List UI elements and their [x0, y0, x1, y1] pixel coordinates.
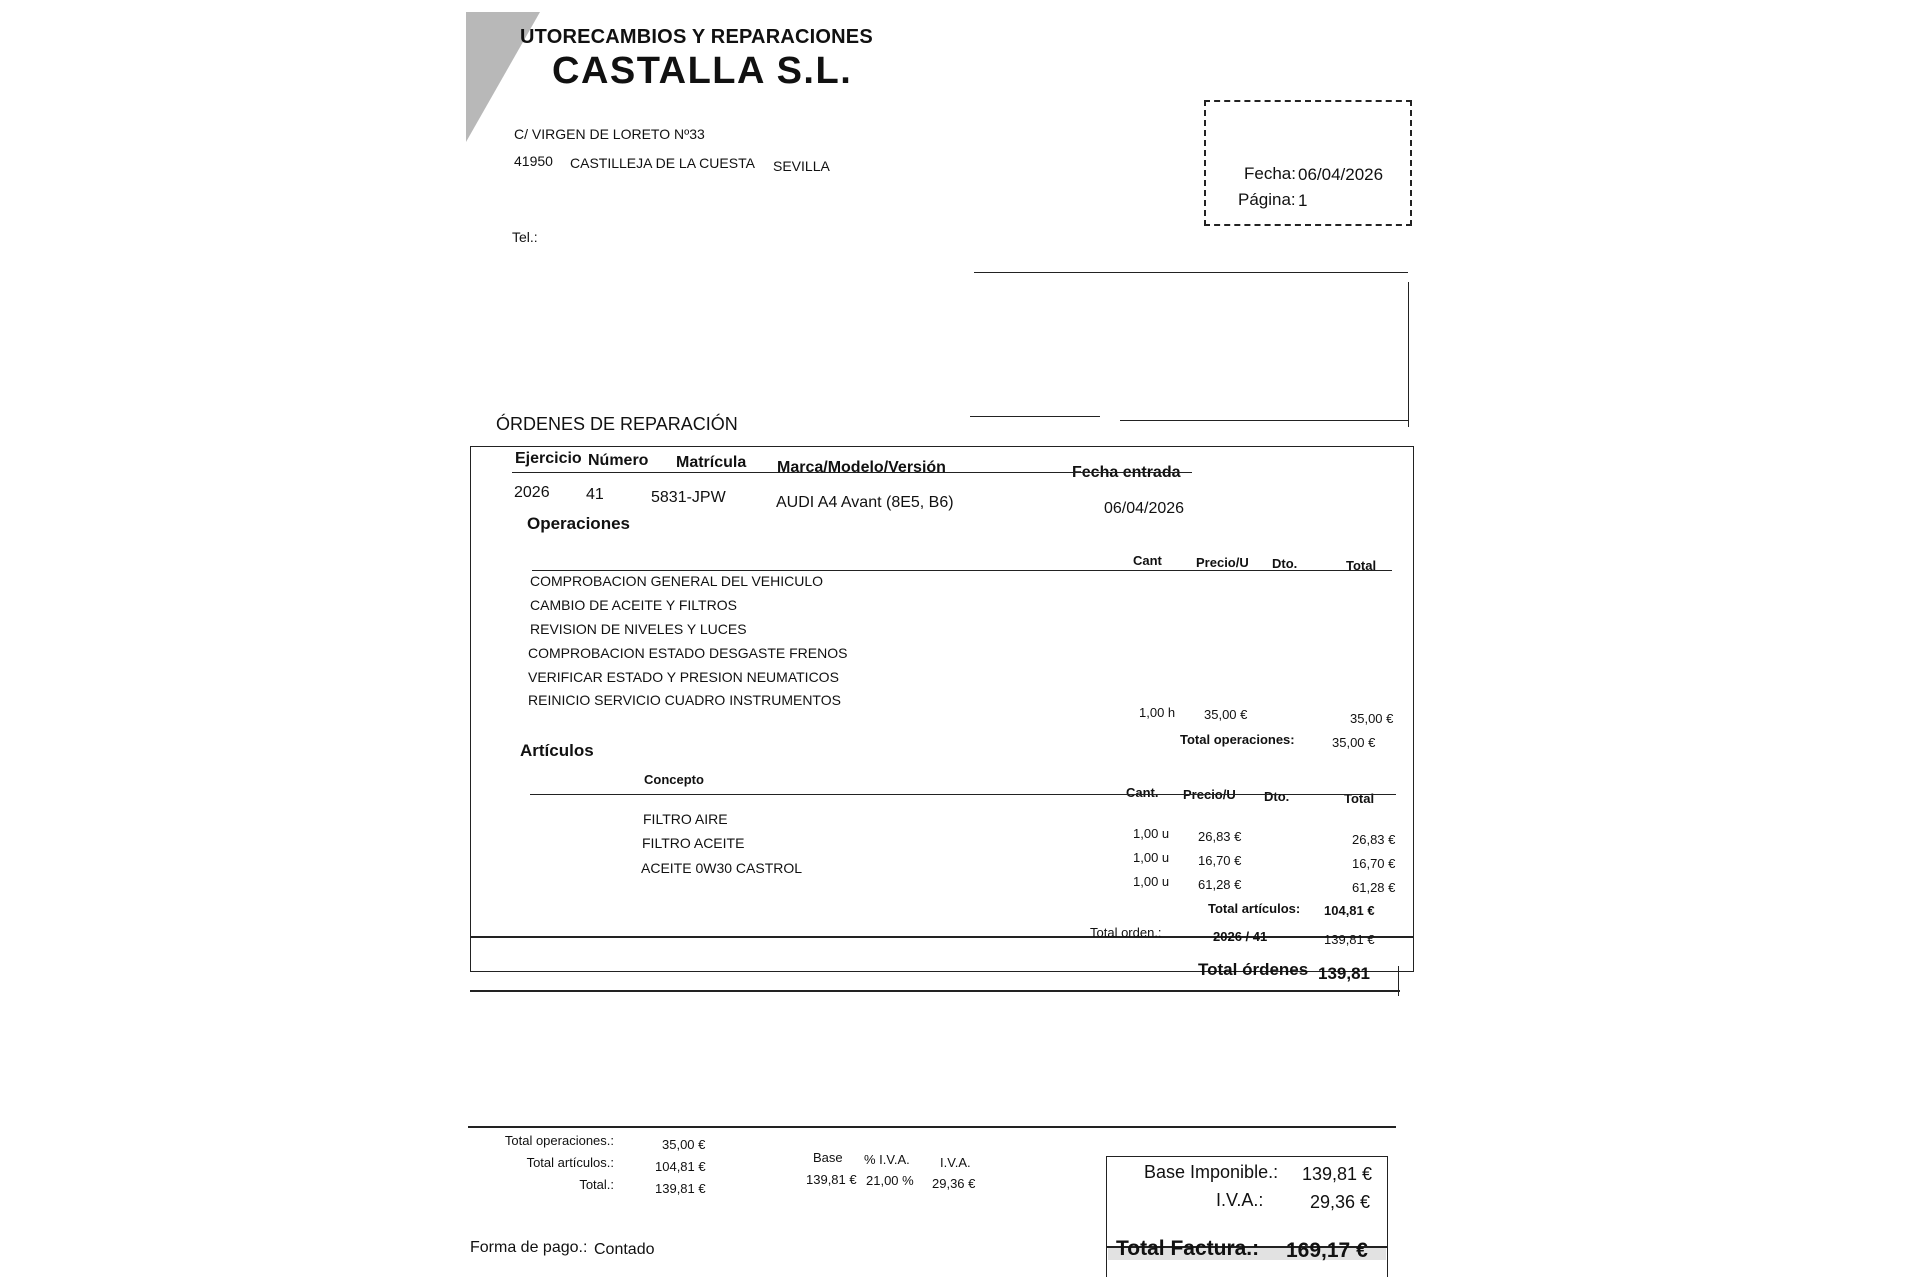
- orders-box-divider: [470, 936, 1414, 938]
- ops-col-disc: Dto.: [1272, 556, 1298, 571]
- tax-base-value: 139,81 €: [806, 1172, 857, 1187]
- date-value: 06/04/2026: [1298, 165, 1384, 184]
- footer-divider: [468, 1126, 1396, 1128]
- ops-col-price: Precio/U: [1196, 555, 1249, 570]
- article-qty: 1,00 u: [1133, 874, 1170, 889]
- orders-total-line: [470, 990, 1400, 992]
- client-box-top: [974, 272, 1408, 273]
- article-price: 26,83 €: [1198, 829, 1242, 844]
- invoice-total-value: 169,17 €: [1286, 1239, 1368, 1262]
- date-label: Fecha:: [1244, 164, 1296, 183]
- client-box-bottom-right: [1120, 420, 1408, 421]
- ops-total-value: 35,00 €: [1332, 735, 1376, 750]
- iva-label: I.V.A.:: [1216, 1190, 1264, 1210]
- tax-iva-header: I.V.A.: [940, 1155, 971, 1170]
- date-page-box: [1204, 100, 1412, 226]
- company-tel-label: Tel.:: [512, 229, 538, 245]
- orders-title: ÓRDENES DE REPARACIÓN: [496, 414, 738, 434]
- operation-item: COMPROBACION ESTADO DESGASTE FRENOS: [528, 645, 848, 661]
- operation-item: CAMBIO DE ACEITE Y FILTROS: [530, 597, 737, 613]
- article-total: 61,28 €: [1352, 880, 1396, 895]
- article-concept: FILTRO AIRE: [643, 811, 728, 827]
- page-value: 1: [1298, 191, 1308, 210]
- summary-art-label: Total artículos.:: [526, 1155, 614, 1170]
- operation-item: VERIFICAR ESTADO Y PRESION NEUMATICOS: [528, 669, 839, 685]
- article-total: 26,83 €: [1352, 832, 1396, 847]
- ops-line-total: 35,00 €: [1350, 711, 1394, 726]
- summary-total-value: 139,81 €: [655, 1181, 706, 1196]
- col-header-model: Marca/Modelo/Versión: [777, 459, 946, 476]
- orders-total-value: 139,81: [1318, 964, 1370, 983]
- ops-col-total: Total: [1346, 558, 1377, 573]
- articles-title: Artículos: [520, 741, 594, 760]
- col-header-year: Ejercicio: [515, 450, 582, 467]
- summary-art-value: 104,81 €: [655, 1159, 706, 1174]
- ops-total-label: Total operaciones:: [1180, 732, 1295, 747]
- tax-iva-value: 29,36 €: [932, 1176, 976, 1191]
- order-plate: 5831-JPW: [651, 489, 726, 506]
- article-concept: FILTRO ACEITE: [642, 835, 745, 851]
- base-imponible-value: 139,81 €: [1302, 1164, 1373, 1184]
- tax-pct-header: % I.V.A.: [864, 1152, 910, 1167]
- art-col-total: Total: [1344, 791, 1375, 806]
- order-model: AUDI A4 Avant (8E5, B6): [776, 494, 954, 511]
- art-header-line: [530, 794, 1396, 795]
- operation-item: COMPROBACION GENERAL DEL VEHICULO: [530, 573, 824, 589]
- article-total: 16,70 €: [1352, 856, 1396, 871]
- col-header-entry: Fecha entrada: [1072, 464, 1181, 481]
- article-qty: 1,00 u: [1133, 850, 1170, 865]
- payment-value: Contado: [594, 1241, 655, 1258]
- iva-value: 29,36 €: [1310, 1192, 1371, 1212]
- company-province: SEVILLA: [773, 158, 830, 174]
- operation-item: REINICIO SERVICIO CUADRO INSTRUMENTOS: [528, 692, 841, 708]
- article-price: 61,28 €: [1198, 877, 1242, 892]
- company-city: CASTILLEJA DE LA CUESTA: [570, 155, 755, 171]
- base-imponible-label: Base Imponible.:: [1144, 1162, 1279, 1182]
- company-postal-code: 41950: [514, 153, 553, 169]
- summary-total-label: Total.:: [579, 1177, 614, 1192]
- company-address: C/ VIRGEN DE LORETO Nº33: [514, 126, 705, 142]
- order-number: 41: [586, 486, 604, 503]
- orders-total-right: [1398, 966, 1399, 996]
- invoice-total-label: Total Factura.:: [1116, 1237, 1260, 1260]
- orders-total-label: Total órdenes: [1198, 960, 1309, 979]
- art-total-label: Total artículos:: [1208, 901, 1301, 916]
- tax-pct-value: 21,00 %: [866, 1173, 914, 1188]
- ops-line-price: 35,00 €: [1204, 707, 1248, 722]
- art-col-concept: Concepto: [644, 772, 704, 787]
- order-year: 2026: [514, 484, 550, 501]
- operations-title: Operaciones: [527, 514, 630, 533]
- col-header-number: Número: [588, 452, 649, 469]
- order-total-value: 139,81 €: [1324, 932, 1375, 947]
- art-col-disc: Dto.: [1264, 789, 1290, 804]
- order-header-underline: [512, 472, 1192, 473]
- art-total-value: 104,81 €: [1324, 903, 1375, 918]
- ops-line-qty: 1,00 h: [1139, 705, 1176, 720]
- company-header: UTORECAMBIOS Y REPARACIONES: [520, 26, 873, 48]
- page-label: Página:: [1238, 190, 1296, 209]
- summary-ops-label: Total operaciones.:: [504, 1133, 614, 1148]
- tax-base-header: Base: [813, 1150, 843, 1165]
- ops-header-line: [532, 570, 1392, 571]
- article-qty: 1,00 u: [1133, 826, 1170, 841]
- client-box-bottom-left: [970, 416, 1100, 417]
- client-box-right: [1408, 282, 1409, 427]
- operation-item: REVISION DE NIVELES Y LUCES: [530, 621, 747, 637]
- order-entry-date: 06/04/2026: [1104, 500, 1185, 517]
- article-concept: ACEITE 0W30 CASTROL: [641, 860, 803, 876]
- summary-ops-value: 35,00 €: [662, 1137, 706, 1152]
- art-col-price: Precio/U: [1183, 787, 1236, 802]
- payment-label: Forma de pago.:: [470, 1239, 588, 1256]
- col-header-plate: Matrícula: [676, 454, 747, 471]
- art-col-qty: Cant.: [1126, 785, 1159, 800]
- order-total-ref: 2026 / 41: [1213, 929, 1268, 944]
- company-name: CASTALLA S.L.: [552, 50, 853, 92]
- ops-col-qty: Cant: [1133, 553, 1162, 568]
- article-price: 16,70 €: [1198, 853, 1242, 868]
- order-total-label: Total orden.:: [1090, 925, 1162, 940]
